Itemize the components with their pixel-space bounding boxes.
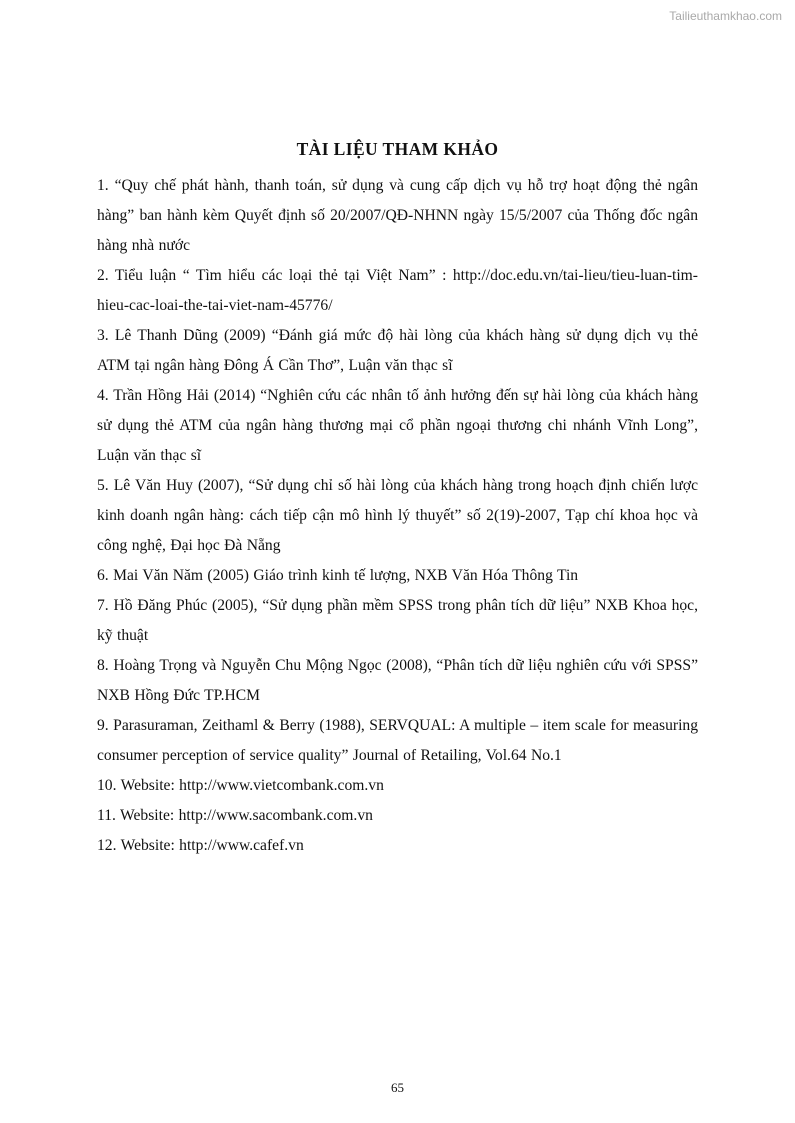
watermark: Tailieuthamkhao.com: [669, 9, 782, 23]
page-title: TÀI LIỆU THAM KHẢO: [296, 139, 499, 159]
references-list: [97, 171, 698, 861]
reference-item: 7. Hồ Đăng Phúc (2005), “Sử dụng phần mềm SPSS trong phân tích dữ liệu” NXB Khoa học, kỹ thuật: [97, 597, 698, 644]
reference-item: 8. Hoàng Trọng và Nguyễn Chu Mộng Ngọc (2008), “Phân tích dữ liệu nghiên cứu với SPSS” NXB Hồng Đức TP.HCM: [97, 657, 698, 704]
reference-item: 1. “Quy chế phát hành, thanh toán, sử dụng và cung cấp dịch vụ hỗ trợ hoạt động thẻ ngân hàng” ban hành kèm Quyết định số 20/2007/QĐ-NHNN ngày 15/5/2007 của Thống đốc ngân hàng nhà nước: [97, 177, 698, 254]
reference-item: 11. Website: http://www.sacombank.com.vn: [97, 807, 373, 824]
reference-item: 4. Trần Hồng Hải (2014) “Nghiên cứu các nhân tố ảnh hưởng đến sự hài lòng của khách hàng sử dụng thẻ ATM của ngân hàng thương mại cổ phần ngoại thương chi nhánh Vĩnh Long”, Luận văn thạc sĩ: [97, 387, 698, 464]
reference-item: 9. Parasuraman, Zeithaml & Berry (1988), SERVQUAL: A multiple – item scale for measuring consumer perception of service quality” Journal of Retailing, Vol.64 No.1: [97, 717, 698, 764]
reference-item: 5. Lê Văn Huy (2007), “Sử dụng chỉ số hài lòng của khách hàng trong hoạch định chiến lược kinh doanh ngân hàng: cách tiếp cận mô hình lý thuyết” số 2(19)-2007, Tạp chí khoa học và công nghệ, Đại học Đà Nẵng: [97, 477, 698, 554]
reference-item: 3. Lê Thanh Dũng (2009) “Đánh giá mức độ hài lòng của khách hàng sử dụng dịch vụ thẻ ATM tại ngân hàng Đông Á Cần Thơ”, Luận văn thạc sĩ: [97, 327, 698, 374]
reference-item: 6. Mai Văn Năm (2005) Giáo trình kinh tế lượng, NXB Văn Hóa Thông Tin: [97, 567, 579, 584]
reference-item: 12. Website: http://www.cafef.vn: [97, 837, 304, 854]
reference-item: 10. Website: http://www.vietcombank.com.vn: [97, 777, 384, 794]
page-content: [97, 139, 698, 861]
reference-item: 2. Tiểu luận “ Tìm hiểu các loại thẻ tại Việt Nam” : http://doc.edu.vn/tai-lieu/tieu-luan-tim-hieu-cac-loai-the-tai-viet-nam-45776/: [97, 267, 698, 314]
page-number: 65: [391, 1080, 404, 1095]
